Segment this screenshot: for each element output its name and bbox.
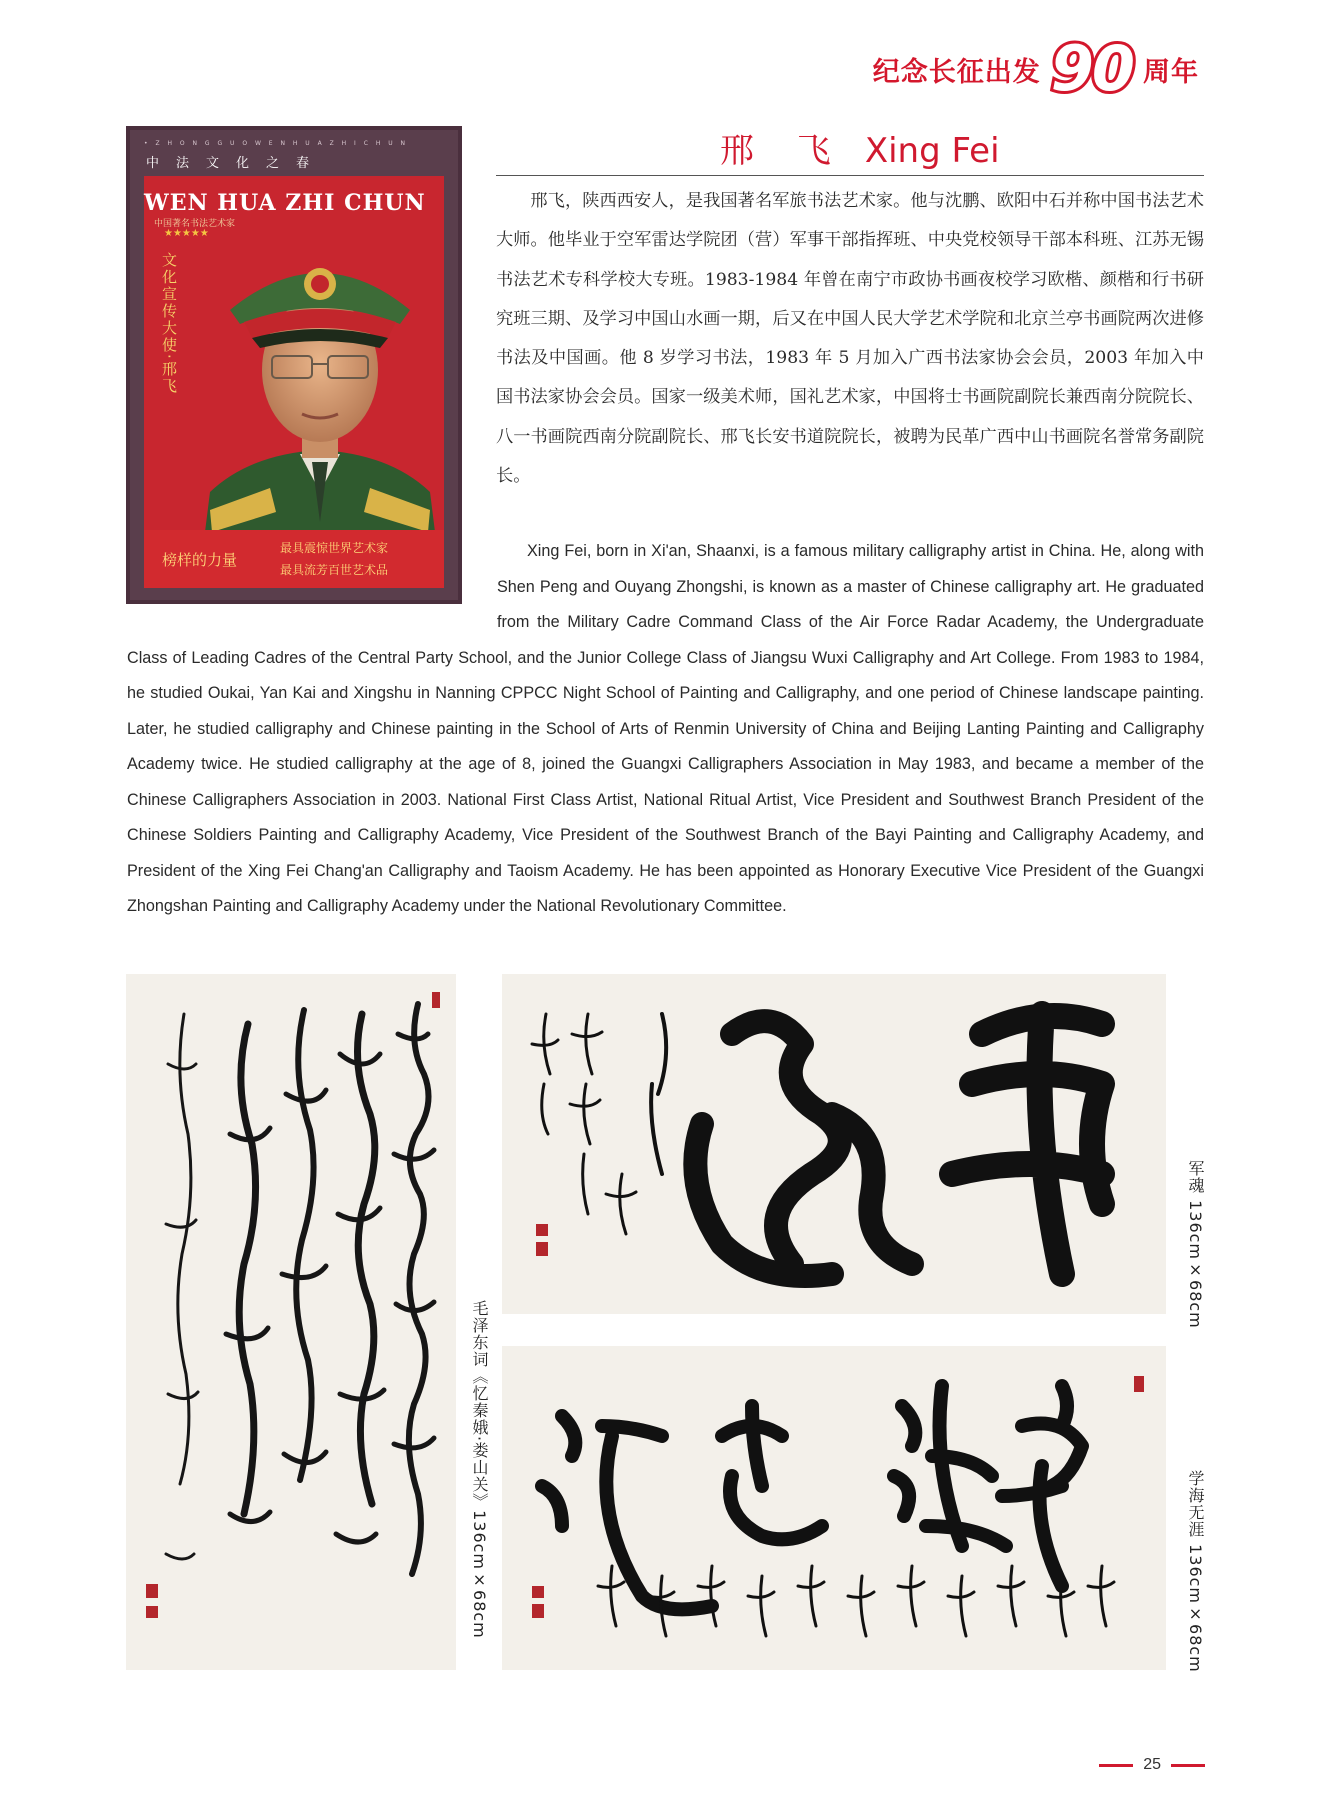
header-suffix: 周年 (1143, 56, 1199, 88)
artwork-xuehai (502, 1346, 1166, 1670)
commemorative-header (872, 32, 1199, 105)
title-chinese: 邢 飞 (720, 131, 847, 171)
footer-line-right (1171, 1764, 1205, 1767)
article-title (720, 123, 1000, 172)
caption-poem: 毛泽东词《忆秦娥·娄山关》136cm×68cm (470, 1300, 489, 1639)
poster-vertical-title: 文化宣传大使·邢飞 (160, 252, 178, 395)
band-line-2: 最具流芳百世艺术品 (280, 563, 389, 577)
title-english: Xing Fei (864, 131, 1000, 171)
caption-junhun: 军魂 136cm×68cm (1186, 1160, 1205, 1329)
title-rule (496, 175, 1204, 176)
artwork-poem-scroll (126, 974, 456, 1670)
header-prefix: 纪念长征出发 (872, 56, 1041, 88)
english-biography-block (127, 534, 1204, 925)
poster-dots-line: • Z H O N G G U O W E N H U A Z H I C H U N (144, 140, 409, 147)
text-wrap-spacer (127, 534, 497, 640)
footer-line-left (1099, 1764, 1133, 1767)
poster-subtitle: 中国著名书法艺术家 (154, 219, 236, 229)
chinese-biography: 邢飞，陕西西安人，是我国著名军旅书法艺术家。他与沈鹏、欧阳中石并称中国书法艺术大师。他毕业于空军雷达学院团（营）军事干部指挥班、中央党校领导干部本科班、江苏无锡书法艺术专科学校大专班。1983-1984 年曾在南宁市政协书画夜校学习欧楷、颜楷和行书研究班三期、及学习中国山水画一期，后又在中国人民大学艺术学院和北京兰亭书画院两次进修书法及中国画。他 8 岁学习书法，1983 年 5 月加入广西书法家协会会员，2003 年加入中国书法家协会会员。国家一级美术师，国礼艺术家，中国将士书画院副院长兼西南分院院长、八一书画院西南分院副院长、邢飞长安书道院院长，被聘为民革广西中山书画院名誉常务副院长。 (496, 191, 1204, 487)
portrait-photo (190, 192, 450, 572)
english-biography: Xing Fei, born in Xi'an, Shaanxi, is a famous military calligraphy artist in China. He, along with Shen Peng and Ouyang Zhongshi, is known as a master of Chinese calligraphy art. He graduated from the Military Cadre Command Class of the Air Force Radar Academy, the Undergraduate Class of Leading Cadres of the Central Party School, and the Junior College Class of Jiangsu Wuxi Calligraphy and Art College. From 1983 to 1984, he studied Oukai, Yan Kai and Xingshu in Nanning CPPCC Night School of Painting and Calligraphy, and one period of Chinese landscape painting. Later, he studied calligraphy and Chinese painting in the School of Arts of Renmin University of China and Beijing Lanting Painting and Calligraphy Academy twice. He studied calligraphy at the age of 8, joined the Guangxi Calligraphers Association in May 1983, and became a member of the Chinese Calligraphers Association in 2003. National First Class Artist, National Ritual Artist, Vice President and Southwest Branch President of the Chinese Soldiers Painting and Calligraphy Academy, Vice President of the Southwest Branch of the Bayi Painting and Calligraphy Academy, and President of the Xing Fei Chang'an Calligraphy and Taoism Academy. He has been appointed as Honorary Executive Vice President of the Guangxi Zhongshan Painting and Calligraphy Academy under the National Revolutionary Committee. (127, 542, 1204, 915)
artist-poster (126, 126, 462, 604)
anniversary-number: 90 (1050, 32, 1133, 105)
artwork-junhun (502, 974, 1166, 1314)
band-slogan: 榜样的力量 (162, 550, 238, 569)
poster-headline: WEN HUA ZHI CHUN (144, 190, 426, 216)
poster-series-title: 中法文化之春 (146, 156, 327, 171)
poster-stars: ★★★★★ (164, 228, 209, 239)
page-number: 25 (1143, 1756, 1161, 1773)
page-footer (1099, 1756, 1205, 1774)
band-line-1: 最具震惊世界艺术家 (280, 541, 389, 555)
caption-xuehai: 学海无涯 136cm×68cm (1186, 1470, 1205, 1673)
